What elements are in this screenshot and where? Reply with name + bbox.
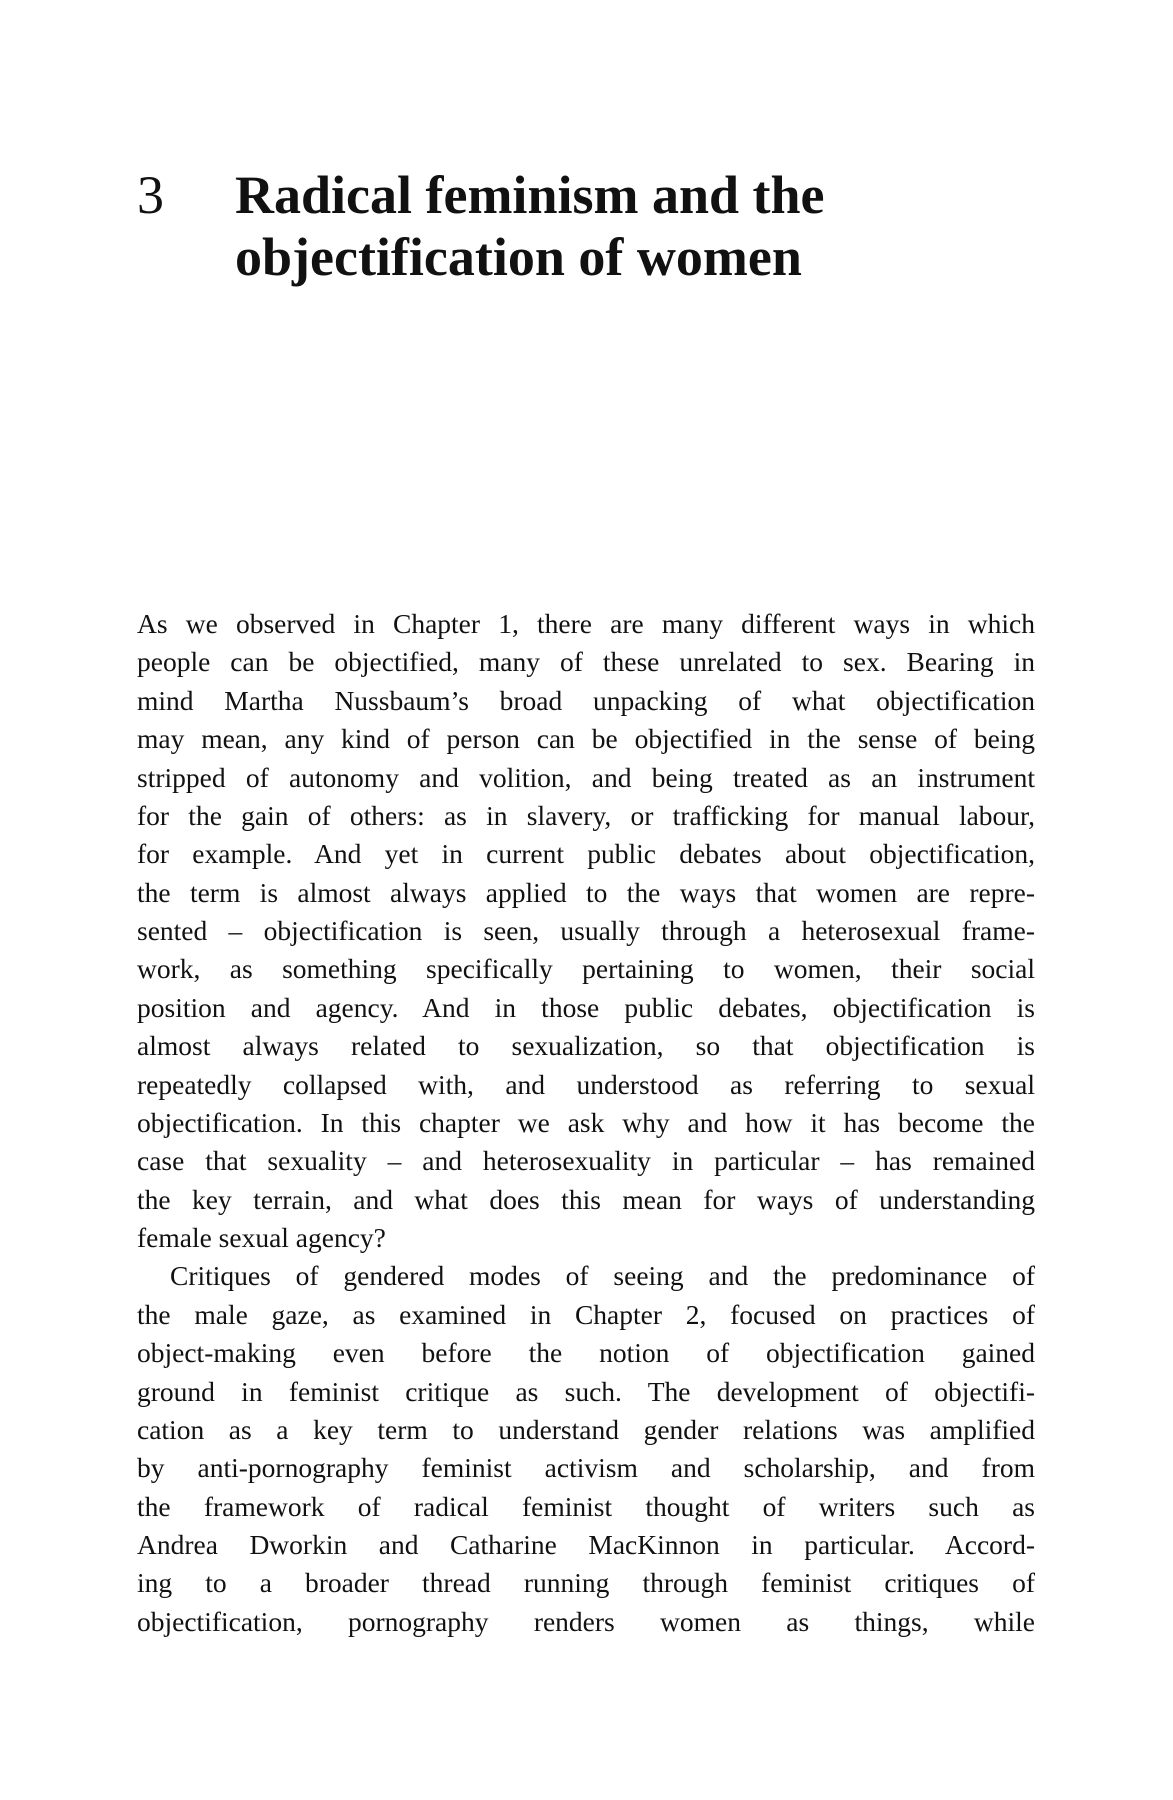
text-line: ing to a broader thread running through feminist critiques of — [137, 1567, 1035, 1599]
chapter-heading — [137, 164, 1037, 294]
text-line: stripped of autonomy and volition, and being treated as an instrument — [137, 761, 1035, 793]
body-text — [137, 605, 1035, 1641]
text-line: ground in feminist critique as such. The development of objectifi- — [137, 1375, 1035, 1407]
text-line: Critiques of gendered modes of seeing and the predominance of — [170, 1260, 1035, 1292]
paragraph-2 — [137, 1257, 1035, 1641]
chapter-number: 3 — [137, 165, 164, 225]
chapter-title-line-2: objectification of women — [235, 227, 802, 287]
text-line: the framework of radical feminist thought of writers such as — [137, 1490, 1035, 1522]
text-line: objectification. In this chapter we ask why and how it has become the — [137, 1106, 1035, 1138]
text-line: cation as a key term to understand gender relations was amplified — [137, 1413, 1035, 1445]
text-line: mind Martha Nussbaum’s broad unpacking of what objectification — [137, 684, 1035, 716]
text-line: Andrea Dworkin and Catharine MacKinnon in particular. Accord- — [137, 1529, 1035, 1560]
text-line: object-making even before the notion of objectification gained — [137, 1337, 1035, 1369]
chapter-title-line-1: Radical feminism and the — [235, 165, 825, 225]
text-line: for example. And yet in current public debates about objectification, — [137, 838, 1035, 870]
text-line: repeatedly collapsed with, and understood as referring to sexual — [137, 1068, 1035, 1100]
text-line: the term is almost always applied to the ways that women are repre- — [137, 876, 1035, 908]
text-line: As we observed in Chapter 1, there are many different ways in which — [137, 608, 1035, 639]
text-line: almost always related to sexualization, so that objectification is — [137, 1030, 1035, 1062]
text-line: work, as something specifically pertaining to women, their social — [137, 953, 1035, 985]
text-line: female sexual agency? — [137, 1222, 386, 1253]
text-line: case that sexuality – and heterosexuality in particular – has remained — [137, 1145, 1035, 1177]
text-line: sented – objectification is seen, usually through a heterosexual frame- — [137, 915, 1035, 946]
text-line: may mean, any kind of person can be objectified in the sense of being — [137, 723, 1035, 755]
text-line: the key terrain, and what does this mean for ways of understanding — [137, 1183, 1035, 1215]
text-line: the male gaze, as examined in Chapter 2, focused on practices of — [137, 1298, 1035, 1330]
chapter-title — [235, 164, 825, 288]
text-line: objectification, pornography renders women as things, while — [137, 1605, 1035, 1637]
text-line: by anti-pornography feminist activism and scholarship, and from — [137, 1452, 1035, 1484]
text-line: position and agency. And in those public debates, objectification is — [137, 991, 1035, 1023]
text-line: people can be objectified, many of these unrelated to sex. Bearing in — [137, 646, 1035, 678]
paragraph-1 — [137, 605, 1035, 1257]
text-line: for the gain of others: as in slavery, or trafficking for manual labour, — [137, 799, 1035, 831]
